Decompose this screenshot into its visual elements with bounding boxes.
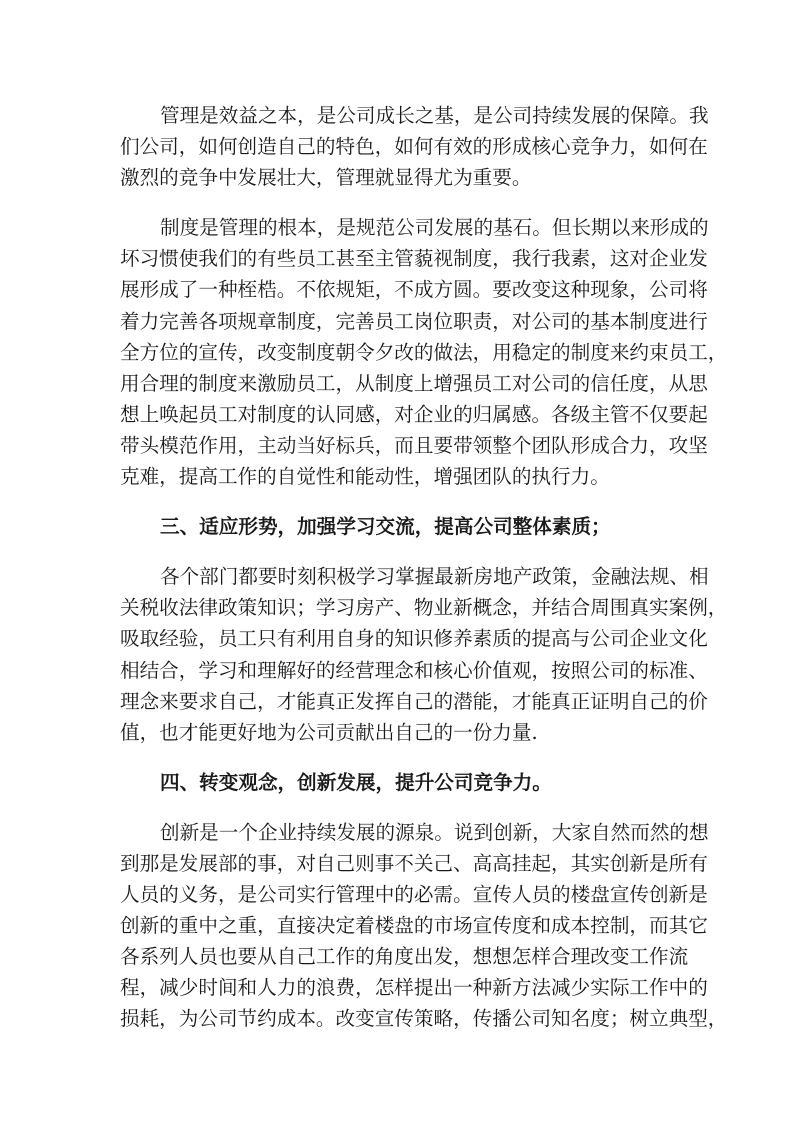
text-line: 创新的重中之重，直接决定着楼盘的市场宣传度和成本控制，而其它 <box>120 914 708 938</box>
text-line: 管理是效益之本，是公司成长之基，是公司持续发展的保障。我 <box>160 104 709 127</box>
text-line: 损耗，为公司节约成本。改变宣传策略，传播公司知名度；树立典型， <box>120 1007 728 1031</box>
paragraph <box>120 817 728 1035</box>
text-line: 想上唤起员工对制度的认同感，对企业的归属感。各级主管不仅要起 <box>120 402 708 426</box>
text-line: 坏习惯使我们的有些员工甚至主管藐视制度，我行我素，这对企业发 <box>120 247 708 271</box>
text-line: 人员的义务，是公司实行管理中的必需。宣传人员的楼盘宣传创新是 <box>120 883 708 907</box>
text-line: 创新是一个企业持续发展的源泉。说到创新，大家自然而然的想 <box>160 820 709 844</box>
text-line: 着力完善各项规章制度，完善员工岗位职责，对公司的基本制度进行 <box>120 309 708 333</box>
document-body <box>120 100 728 1054</box>
text-line: 吸取经验，员工只有利用自身的知识修养素质的提高与公司企业文化 <box>120 627 708 651</box>
text-line: 到那是发展部的事，对自己则事不关己、高高挂起，其实创新是所有 <box>120 851 708 875</box>
paragraph <box>120 100 709 193</box>
text-line: 克难，提高工作的自觉性和能动性，增强团队的执行力。 <box>120 465 610 489</box>
text-line: 用合理的制度来激励员工，从制度上增强员工对公司的信任度，从思 <box>120 371 708 395</box>
text-line: 程，减少时间和人力的浪费，怎样提出一种新方法减少实际工作中的 <box>120 976 708 1000</box>
paragraph <box>120 561 728 748</box>
text-line: 各个部门都要时刻积极学习掌握最新房地产政策，金融法规、相 <box>160 565 709 589</box>
text-line: 关税收法律政策知识；学习房产、物业新概念，并结合周围真实案例， <box>120 596 728 620</box>
text-line: 各系列人员也要从自己工作的角度出发，想想怎样合理改变工作流 <box>120 945 689 969</box>
text-line: 三、适应形势，加强学习交流，提高公司整体素质； <box>160 515 611 539</box>
text-line: 理念来要求自己，才能真正发挥自己的潜能，才能真正证明自己的价 <box>120 689 708 713</box>
text-line: 制度是管理的根本，是规范公司发展的基石。但长期以来形成的 <box>160 216 709 240</box>
text-line: 展形成了一种桎梏。不依规矩，不成方圆。要改变这种现象，公司将 <box>120 278 708 302</box>
text-line: 全方位的宣传，改变制度朝令夕改的做法，用稳定的制度来约束员工， <box>120 340 728 364</box>
text-line: 激烈的竞争中发展壮大，管理就显得尤为重要。 <box>120 166 532 190</box>
section-heading <box>120 767 681 798</box>
text-line: 们公司，如何创造自己的特色，如何有效的形成核心竞争力，如何在 <box>120 135 708 159</box>
text-line: 值，也才能更好地为公司贡献出自己的一份力量. <box>120 720 538 744</box>
text-line: 相结合，学习和理解好的经营理念和核心价值观，按照公司的标准、 <box>120 658 708 682</box>
text-line: 四、转变观念，创新发展，提升公司竞争力。 <box>160 770 552 794</box>
paragraph <box>120 212 728 492</box>
section-heading <box>120 511 681 542</box>
text-line: 带头模范作用，主动当好标兵，而且要带领整个团队形成合力，攻坚 <box>120 433 708 457</box>
